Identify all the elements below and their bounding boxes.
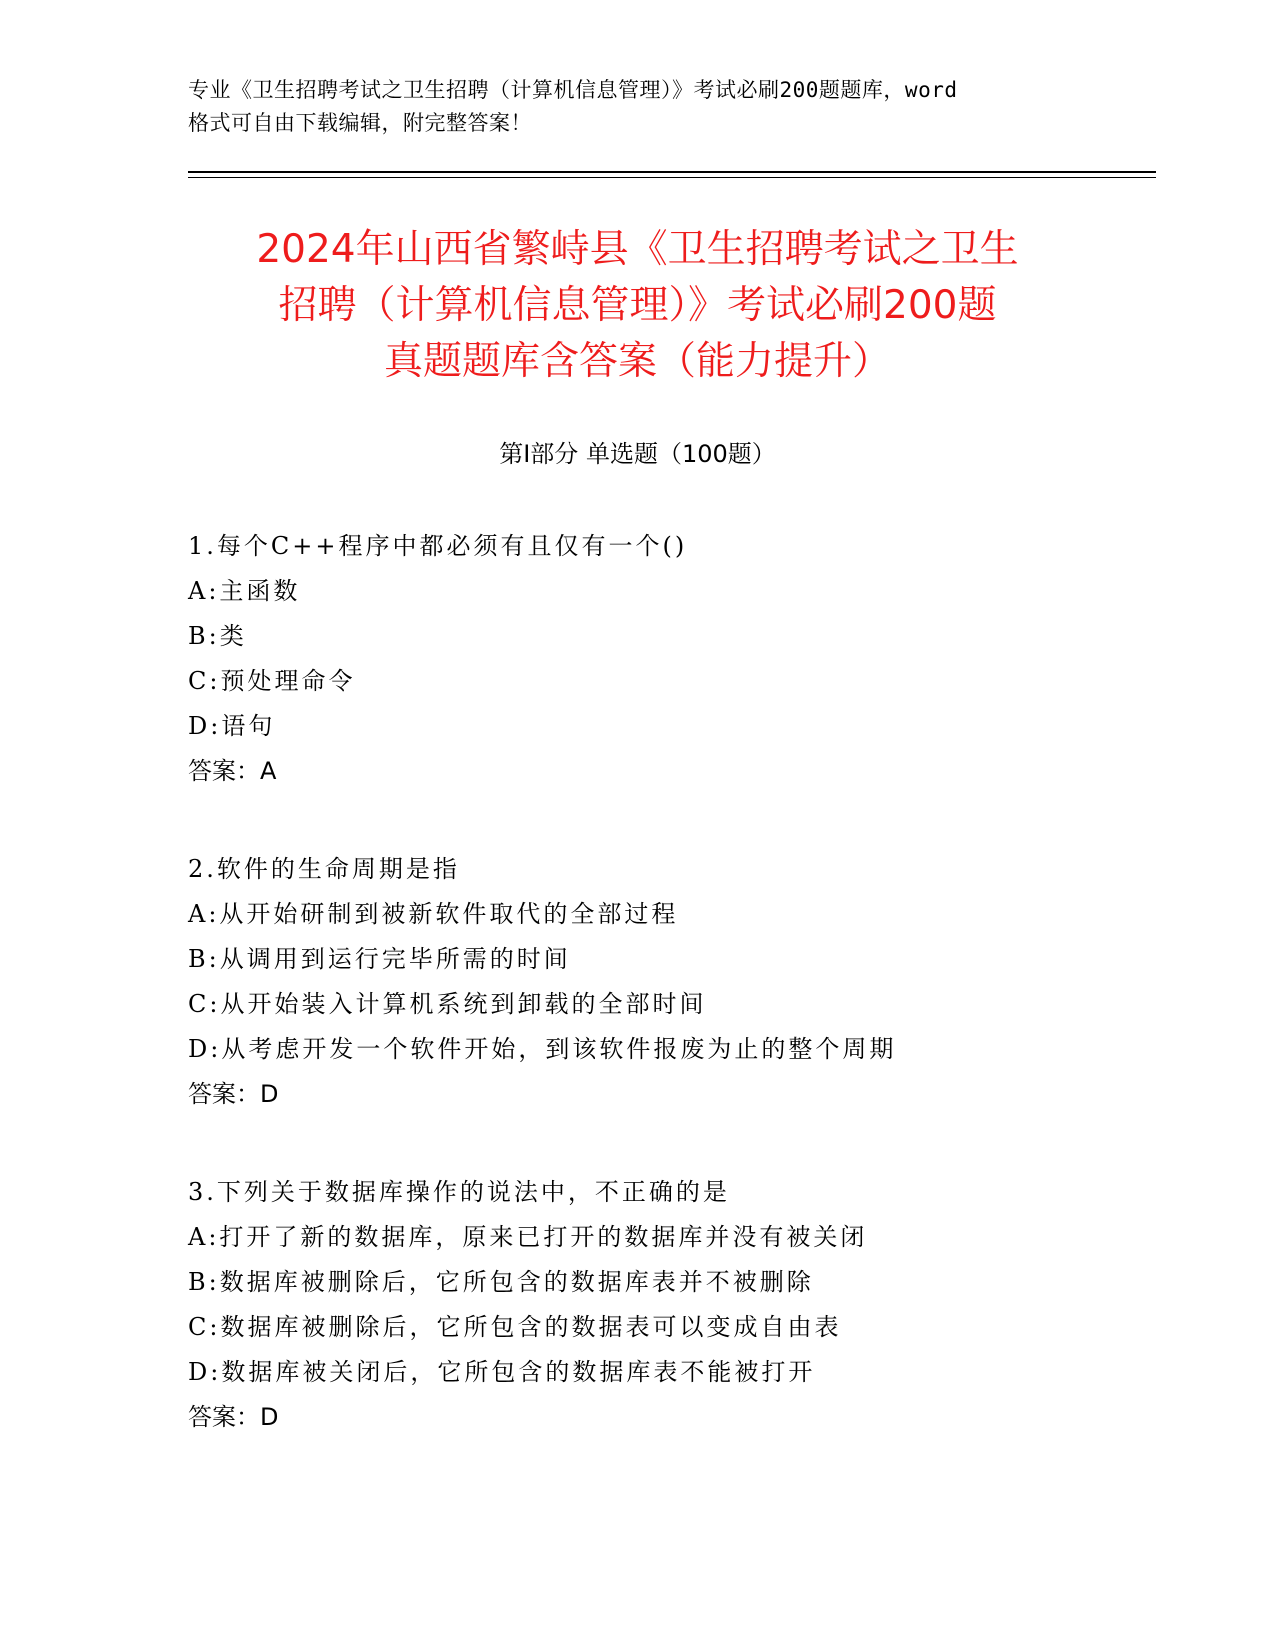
answer: 答案：D [188, 1080, 279, 1108]
option-a: A:打开了新的数据库，原来已打开的数据库并没有被关闭 [188, 1223, 868, 1251]
option-b: B:数据库被删除后，它所包含的数据库表并不被删除 [188, 1268, 814, 1296]
option-d: D:从考虑开发一个软件开始，到该软件报废为止的整个周期 [188, 1035, 897, 1063]
document-title-line-2: 招聘（计算机信息管理）》考试必刷200题 [278, 283, 997, 328]
question-stem: 1.每个C++程序中都必须有且仅有一个() [188, 532, 688, 560]
option-b: B:类 [188, 622, 247, 650]
question-stem: 2.软件的生命周期是指 [188, 855, 460, 883]
header-note-line-2: 格式可自由下载编辑，附完整答案！ [188, 111, 532, 135]
document-title-line-3: 真题题库含答案（能力提升） [383, 339, 891, 384]
document-title-line-1: 2024年山西省繁峙县《卫生招聘考试之卫生 [256, 227, 1019, 272]
header-note-line-1: 专业《卫生招聘考试之卫生招聘（计算机信息管理）》考试必刷200题题库，word [188, 78, 958, 102]
answer: 答案：A [188, 757, 277, 785]
question-3 [188, 1170, 1148, 1440]
option-d: D:数据库被关闭后，它所包含的数据库表不能被打开 [188, 1358, 816, 1386]
answer: 答案：D [188, 1403, 279, 1431]
question-1 [188, 524, 1148, 794]
question-list [188, 524, 1148, 1493]
option-a: A:从开始研制到被新软件取代的全部过程 [188, 900, 679, 928]
header-note [188, 74, 1088, 140]
option-b: B:从调用到运行完毕所需的时间 [188, 945, 571, 973]
header-divider-thin [188, 177, 1156, 178]
section-title: 第Ⅰ部分 单选题（100题） [499, 440, 776, 468]
option-d: D:语句 [188, 712, 276, 740]
option-c: C:预处理命令 [188, 667, 356, 695]
header-divider-thick [188, 171, 1156, 173]
question-stem: 3.下列关于数据库操作的说法中，不正确的是 [188, 1178, 730, 1206]
option-c: C:从开始装入计算机系统到卸载的全部时间 [188, 990, 707, 1018]
document-title [160, 222, 1115, 390]
question-2 [188, 847, 1148, 1117]
option-c: C:数据库被删除后，它所包含的数据表可以变成自由表 [188, 1313, 842, 1341]
option-a: A:主函数 [188, 577, 301, 605]
